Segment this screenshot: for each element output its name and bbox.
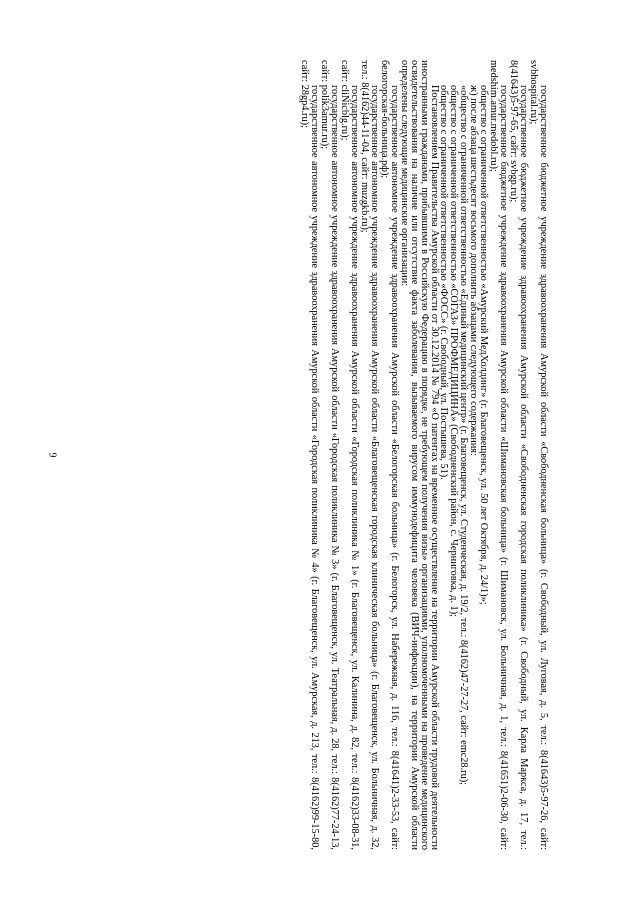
paragraph: «общество с ограниченной ответственностью «Единый медицинский центр» (г. Благовещенск, ул. Студенческая, д. 19/2, тел.: 8(4162)47-27-27, сайт: emc28.ru); bbox=[458, 85, 470, 786]
paragraph: государственное бюджетное учреждение здравоохранения Амурской области «Шимановская больница» (г. Шимановск, ул. Больничная, д. 1, тел.: 8(41651)2-06-30, сайт: medshim.amur.medobl.ru); bbox=[488, 60, 510, 850]
paragraph: общество с ограниченной ответственностью «Амурский МедХолдинг» (г. Благовещенск, ул. 50 лет Октября, д. 24/1)»; bbox=[478, 85, 490, 605]
paragraph: государственное бюджетное учреждение здравоохранения Амурской области «Свободненская больница» (г. Свободный, ул. Луговая, д. 5, тел.: 8(41643)5-97-26, сайт: svbhospital.ru); bbox=[528, 60, 549, 850]
paragraph: государственное автономное учреждение здравоохранения Амурской области «Городская поликлиника № 1» (г. Благовещенск, ул. Калинина, д. 82, тел.: 8(4162)33-08-31, сайт: cliNicblg.ru); bbox=[338, 60, 360, 850]
page-number: 9 bbox=[46, 452, 58, 458]
paragraph: государственное автономное учреждение здравоохранения Амурской области «Городская поликлиника № 3» (г. Благовещенск, ул. Театральная, д. 28, тел.: 8(4162)77-24-13, сайт: polik3amur.ru); bbox=[319, 60, 340, 850]
paragraph: государственное автономное учреждение здравоохранения Амурской области «Городская поликлиника № 4» (г. Благовещенск, ул. Амурская, д. 213, тел.: 8(4162)99-15-80, сайт: 28gp4.ru); bbox=[299, 60, 321, 850]
paragraph: государственное автономное учреждение здравоохранения Амурской области «Благовещенская городская клиническая больница» (г. Благовещенск, ул. Больничная, д. 32, тел.: 8(4162)44-11-04, сайт: muzgkb.ru); bbox=[358, 60, 380, 850]
paragraph: ж) после абзаца шестьдесят восьмого дополнить абзацами следующего содержания: bbox=[468, 85, 480, 456]
paragraph: государственное бюджетное учреждение здравоохранения Амурской области «Свободненская городская поликлиника» (г. Свободный, ул. Карла Маркса, д. 17, тел.: 8(41643)5-97-65, сайт: svbgp.ru); bbox=[508, 60, 530, 850]
paragraph: общество с ограниченной ответственностью «ФОСС» (г. Свободный, ул. Постышева, 51). bbox=[438, 85, 450, 480]
document-body bbox=[299, 60, 550, 850]
paragraph: общество с ограниченной ответственностью «СОГАЗ» ПРОФМЕДИЦИНА» (Свободненский район, с. Черниговка, д. 1); bbox=[448, 85, 460, 617]
rotated-page-content bbox=[90, 60, 550, 850]
paragraph: Постановлением Правительства Амурской области от 30.12.2014 № 794 «О патентах на временное осуществление на территории Амурской области трудовой деятельности иностранными гражданами, прибывшими в Российскую Федерацию в порядке, не требующем получения визы» организациями, уполномоченными на проведение медицинского освидетельствования на наличие или отсутствие факта заболевания, вызываемого вирусом иммунодефицита человека (ВИЧ-инфекции), на территории Амурской области определены следующие медицинские организации: bbox=[398, 60, 440, 850]
paragraph: государственное автономное учреждение здравоохранения Амурской области «Белогорская больница» (г. Белогорск, ул. Набережная, д. 116, тел.: 8(41641)2-33-53, сайт: белогорская-больница.рф); bbox=[378, 60, 400, 850]
